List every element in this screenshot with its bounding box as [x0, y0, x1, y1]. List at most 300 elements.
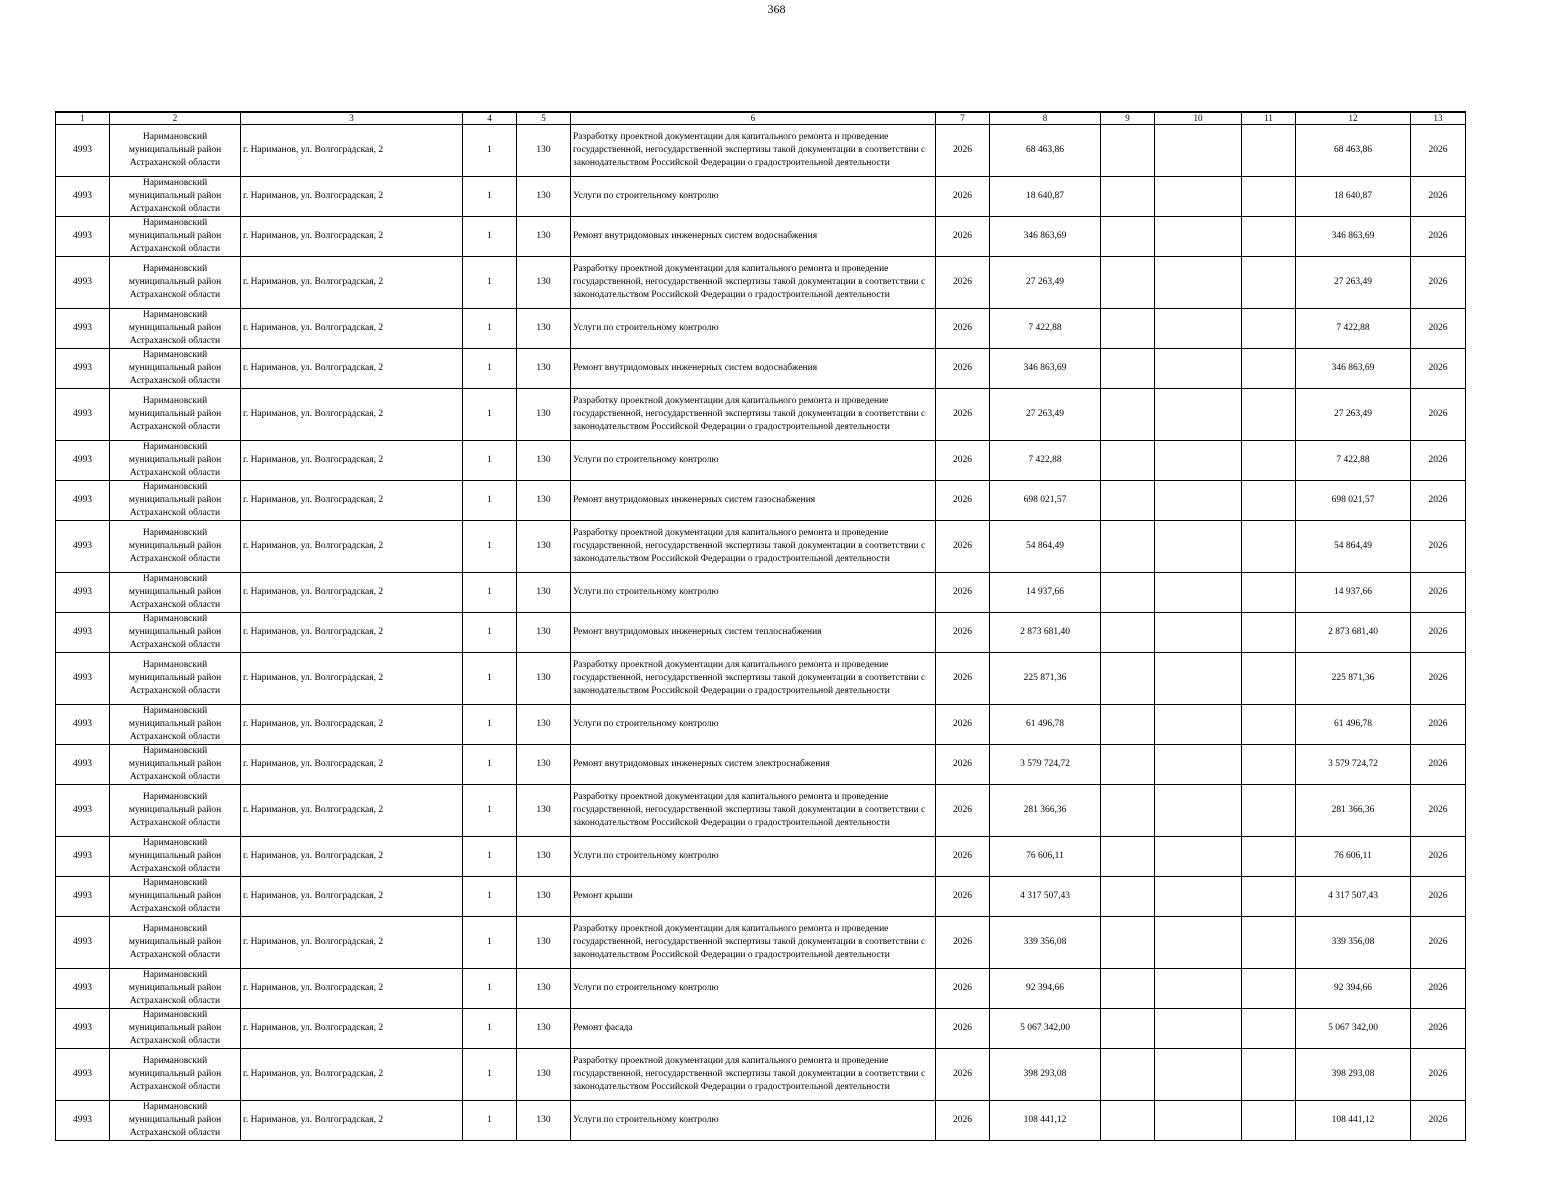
- cell-total: 698 021,57: [1296, 481, 1411, 521]
- cell-municipality: Наримановский муниципальный район Астраханской области: [110, 481, 241, 521]
- cell-col-5: 130: [517, 705, 571, 745]
- cell-amount: 76 606,11: [990, 837, 1101, 877]
- cell-address: г. Нариманов, ул. Волгоградская, 2: [241, 217, 463, 257]
- cell-completion-year: 2026: [1411, 349, 1466, 389]
- cell-col-4: 1: [463, 917, 517, 969]
- cell-col-11: [1242, 217, 1296, 257]
- cell-col-4: 1: [463, 217, 517, 257]
- cell-total: 7 422,88: [1296, 441, 1411, 481]
- cell-col-10: [1155, 217, 1242, 257]
- cell-object-number: 4993: [56, 969, 110, 1009]
- cell-col-11: [1242, 785, 1296, 837]
- table-row: [56, 653, 1466, 705]
- cell-municipality: Наримановский муниципальный район Астраханской области: [110, 177, 241, 217]
- cell-municipality: Наримановский муниципальный район Астраханской области: [110, 705, 241, 745]
- cell-year: 2026: [936, 613, 990, 653]
- cell-address: г. Нариманов, ул. Волгоградская, 2: [241, 125, 463, 177]
- cell-object-number: 4993: [56, 917, 110, 969]
- cell-col-11: [1242, 177, 1296, 217]
- cell-col-10: [1155, 177, 1242, 217]
- cell-work-type: Ремонт фасада: [571, 1009, 936, 1049]
- cell-amount: 7 422,88: [990, 309, 1101, 349]
- cell-col-10: [1155, 1009, 1242, 1049]
- column-header: 4: [463, 112, 517, 125]
- cell-address: г. Нариманов, ул. Волгоградская, 2: [241, 481, 463, 521]
- cell-total: 76 606,11: [1296, 837, 1411, 877]
- cell-col-10: [1155, 613, 1242, 653]
- cell-col-11: [1242, 705, 1296, 745]
- table-row: [56, 1101, 1466, 1141]
- cell-col-4: 1: [463, 389, 517, 441]
- cell-col-9: [1101, 573, 1155, 613]
- table-row: [56, 1049, 1466, 1101]
- cell-col-11: [1242, 1049, 1296, 1101]
- cell-col-9: [1101, 1049, 1155, 1101]
- cell-object-number: 4993: [56, 389, 110, 441]
- cell-amount: 398 293,08: [990, 1049, 1101, 1101]
- cell-year: 2026: [936, 481, 990, 521]
- cell-col-11: [1242, 1101, 1296, 1141]
- cell-col-4: 1: [463, 1009, 517, 1049]
- cell-completion-year: 2026: [1411, 521, 1466, 573]
- cell-municipality: Наримановский муниципальный район Астраханской области: [110, 521, 241, 573]
- cell-total: 4 317 507,43: [1296, 877, 1411, 917]
- cell-total: 2 873 681,40: [1296, 613, 1411, 653]
- cell-col-4: 1: [463, 613, 517, 653]
- cell-completion-year: 2026: [1411, 125, 1466, 177]
- cell-col-4: 1: [463, 441, 517, 481]
- cell-col-4: 1: [463, 125, 517, 177]
- cell-completion-year: 2026: [1411, 877, 1466, 917]
- cell-col-10: [1155, 309, 1242, 349]
- cell-work-type: Ремонт крыши: [571, 877, 936, 917]
- cell-address: г. Нариманов, ул. Волгоградская, 2: [241, 177, 463, 217]
- table-row: [56, 745, 1466, 785]
- cell-municipality: Наримановский муниципальный район Астраханской области: [110, 917, 241, 969]
- cell-col-4: 1: [463, 481, 517, 521]
- cell-col-5: 130: [517, 389, 571, 441]
- cell-object-number: 4993: [56, 1009, 110, 1049]
- cell-col-11: [1242, 1009, 1296, 1049]
- cell-year: 2026: [936, 837, 990, 877]
- cell-col-5: 130: [517, 837, 571, 877]
- cell-col-4: 1: [463, 573, 517, 613]
- cell-amount: 27 263,49: [990, 257, 1101, 309]
- cell-object-number: 4993: [56, 217, 110, 257]
- cell-municipality: Наримановский муниципальный район Астраханской области: [110, 1049, 241, 1101]
- cell-completion-year: 2026: [1411, 613, 1466, 653]
- cell-col-10: [1155, 481, 1242, 521]
- cell-col-9: [1101, 917, 1155, 969]
- cell-address: г. Нариманов, ул. Волгоградская, 2: [241, 521, 463, 573]
- cell-col-5: 130: [517, 257, 571, 309]
- cell-col-10: [1155, 653, 1242, 705]
- cell-year: 2026: [936, 877, 990, 917]
- cell-col-5: 130: [517, 613, 571, 653]
- cell-address: г. Нариманов, ул. Волгоградская, 2: [241, 877, 463, 917]
- cell-object-number: 4993: [56, 785, 110, 837]
- cell-col-11: [1242, 521, 1296, 573]
- cell-year: 2026: [936, 349, 990, 389]
- cell-col-10: [1155, 917, 1242, 969]
- table-row: [56, 349, 1466, 389]
- cell-col-9: [1101, 177, 1155, 217]
- cell-total: 398 293,08: [1296, 1049, 1411, 1101]
- cell-year: 2026: [936, 785, 990, 837]
- capital-repair-table: [55, 111, 1466, 1141]
- cell-total: 339 356,08: [1296, 917, 1411, 969]
- cell-municipality: Наримановский муниципальный район Астраханской области: [110, 441, 241, 481]
- cell-year: 2026: [936, 217, 990, 257]
- cell-municipality: Наримановский муниципальный район Астраханской области: [110, 573, 241, 613]
- cell-work-type: Ремонт внутридомовых инженерных систем электроснабжения: [571, 745, 936, 785]
- cell-address: г. Нариманов, ул. Волгоградская, 2: [241, 389, 463, 441]
- cell-year: 2026: [936, 917, 990, 969]
- table-row: [56, 217, 1466, 257]
- column-header: 6: [571, 112, 936, 125]
- cell-col-9: [1101, 877, 1155, 917]
- cell-total: 14 937,66: [1296, 573, 1411, 613]
- cell-year: 2026: [936, 441, 990, 481]
- column-header: 13: [1411, 112, 1466, 125]
- cell-col-5: 130: [517, 1101, 571, 1141]
- cell-total: 7 422,88: [1296, 309, 1411, 349]
- cell-col-11: [1242, 969, 1296, 1009]
- cell-work-type: Услуги по строительному контролю: [571, 309, 936, 349]
- cell-total: 61 496,78: [1296, 705, 1411, 745]
- cell-work-type: Разработку проектной документации для капитального ремонта и проведение государственной, негосударственной экспертизы такой документации в соответствии с законодательством Российской Федерации о градостроительной деятельности: [571, 785, 936, 837]
- cell-completion-year: 2026: [1411, 177, 1466, 217]
- cell-col-11: [1242, 349, 1296, 389]
- cell-amount: 4 317 507,43: [990, 877, 1101, 917]
- cell-object-number: 4993: [56, 1101, 110, 1141]
- cell-completion-year: 2026: [1411, 653, 1466, 705]
- table-row: [56, 785, 1466, 837]
- cell-completion-year: 2026: [1411, 573, 1466, 613]
- cell-address: г. Нариманов, ул. Волгоградская, 2: [241, 573, 463, 613]
- column-header: 5: [517, 112, 571, 125]
- cell-year: 2026: [936, 1049, 990, 1101]
- cell-address: г. Нариманов, ул. Волгоградская, 2: [241, 441, 463, 481]
- cell-object-number: 4993: [56, 481, 110, 521]
- cell-year: 2026: [936, 257, 990, 309]
- cell-year: 2026: [936, 969, 990, 1009]
- cell-col-11: [1242, 877, 1296, 917]
- cell-amount: 61 496,78: [990, 705, 1101, 745]
- cell-amount: 3 579 724,72: [990, 745, 1101, 785]
- cell-col-10: [1155, 521, 1242, 573]
- cell-col-11: [1242, 481, 1296, 521]
- cell-municipality: Наримановский муниципальный район Астраханской области: [110, 389, 241, 441]
- cell-col-4: 1: [463, 877, 517, 917]
- cell-amount: 54 864,49: [990, 521, 1101, 573]
- cell-work-type: Ремонт внутридомовых инженерных систем водоснабжения: [571, 349, 936, 389]
- cell-amount: 225 871,36: [990, 653, 1101, 705]
- cell-col-4: 1: [463, 785, 517, 837]
- table-row: [56, 177, 1466, 217]
- cell-address: г. Нариманов, ул. Волгоградская, 2: [241, 917, 463, 969]
- cell-municipality: Наримановский муниципальный район Астраханской области: [110, 257, 241, 309]
- cell-address: г. Нариманов, ул. Волгоградская, 2: [241, 1049, 463, 1101]
- table-row: [56, 309, 1466, 349]
- cell-address: г. Нариманов, ул. Волгоградская, 2: [241, 349, 463, 389]
- cell-address: г. Нариманов, ул. Волгоградская, 2: [241, 837, 463, 877]
- cell-amount: 108 441,12: [990, 1101, 1101, 1141]
- cell-amount: 5 067 342,00: [990, 1009, 1101, 1049]
- cell-municipality: Наримановский муниципальный район Астраханской области: [110, 125, 241, 177]
- cell-municipality: Наримановский муниципальный район Астраханской области: [110, 785, 241, 837]
- page-number: 368: [767, 2, 786, 16]
- cell-col-9: [1101, 441, 1155, 481]
- cell-total: 3 579 724,72: [1296, 745, 1411, 785]
- cell-col-11: [1242, 917, 1296, 969]
- table-body: [56, 125, 1466, 1141]
- cell-year: 2026: [936, 177, 990, 217]
- cell-col-9: [1101, 613, 1155, 653]
- table-row: [56, 573, 1466, 613]
- table-row: [56, 441, 1466, 481]
- table-row: [56, 917, 1466, 969]
- cell-col-5: 130: [517, 441, 571, 481]
- cell-completion-year: 2026: [1411, 389, 1466, 441]
- cell-object-number: 4993: [56, 441, 110, 481]
- table-row: [56, 877, 1466, 917]
- cell-amount: 698 021,57: [990, 481, 1101, 521]
- cell-completion-year: 2026: [1411, 309, 1466, 349]
- cell-completion-year: 2026: [1411, 1101, 1466, 1141]
- cell-work-type: Услуги по строительному контролю: [571, 441, 936, 481]
- cell-amount: 7 422,88: [990, 441, 1101, 481]
- cell-amount: 27 263,49: [990, 389, 1101, 441]
- cell-col-5: 130: [517, 521, 571, 573]
- table-row: [56, 125, 1466, 177]
- cell-col-10: [1155, 1101, 1242, 1141]
- cell-municipality: Наримановский муниципальный район Астраханской области: [110, 217, 241, 257]
- cell-col-9: [1101, 785, 1155, 837]
- cell-object-number: 4993: [56, 257, 110, 309]
- cell-total: 27 263,49: [1296, 389, 1411, 441]
- cell-col-11: [1242, 653, 1296, 705]
- cell-col-10: [1155, 877, 1242, 917]
- cell-completion-year: 2026: [1411, 1049, 1466, 1101]
- cell-col-5: 130: [517, 125, 571, 177]
- cell-object-number: 4993: [56, 653, 110, 705]
- cell-object-number: 4993: [56, 309, 110, 349]
- cell-total: 281 366,36: [1296, 785, 1411, 837]
- cell-address: г. Нариманов, ул. Волгоградская, 2: [241, 969, 463, 1009]
- cell-col-10: [1155, 125, 1242, 177]
- cell-object-number: 4993: [56, 521, 110, 573]
- cell-work-type: Разработку проектной документации для капитального ремонта и проведение государственной, негосударственной экспертизы такой документации в соответствии с законодательством Российской Федерации о градостроительной деятельности: [571, 521, 936, 573]
- cell-amount: 339 356,08: [990, 917, 1101, 969]
- cell-col-4: 1: [463, 309, 517, 349]
- cell-total: 5 067 342,00: [1296, 1009, 1411, 1049]
- cell-year: 2026: [936, 653, 990, 705]
- cell-total: 68 463,86: [1296, 125, 1411, 177]
- cell-municipality: Наримановский муниципальный район Астраханской области: [110, 653, 241, 705]
- table-row: [56, 481, 1466, 521]
- cell-object-number: 4993: [56, 837, 110, 877]
- cell-col-10: [1155, 1049, 1242, 1101]
- cell-work-type: Разработку проектной документации для капитального ремонта и проведение государственной, негосударственной экспертизы такой документации в соответствии с законодательством Российской Федерации о градостроительной деятельности: [571, 125, 936, 177]
- cell-total: 346 863,69: [1296, 217, 1411, 257]
- cell-work-type: Услуги по строительному контролю: [571, 837, 936, 877]
- cell-work-type: Ремонт внутридомовых инженерных систем теплоснабжения: [571, 613, 936, 653]
- cell-object-number: 4993: [56, 705, 110, 745]
- cell-amount: 68 463,86: [990, 125, 1101, 177]
- cell-col-9: [1101, 969, 1155, 1009]
- cell-col-4: 1: [463, 521, 517, 573]
- cell-total: 108 441,12: [1296, 1101, 1411, 1141]
- table-row: [56, 613, 1466, 653]
- cell-municipality: Наримановский муниципальный район Астраханской области: [110, 309, 241, 349]
- column-header: 7: [936, 112, 990, 125]
- cell-amount: 346 863,69: [990, 217, 1101, 257]
- cell-col-5: 130: [517, 745, 571, 785]
- cell-col-10: [1155, 705, 1242, 745]
- cell-col-11: [1242, 573, 1296, 613]
- cell-col-9: [1101, 837, 1155, 877]
- cell-municipality: Наримановский муниципальный район Астраханской области: [110, 1009, 241, 1049]
- cell-col-4: 1: [463, 1049, 517, 1101]
- cell-col-5: 130: [517, 309, 571, 349]
- cell-col-9: [1101, 1101, 1155, 1141]
- cell-year: 2026: [936, 389, 990, 441]
- cell-year: 2026: [936, 573, 990, 613]
- cell-amount: 18 640,87: [990, 177, 1101, 217]
- cell-amount: 92 394,66: [990, 969, 1101, 1009]
- cell-col-4: 1: [463, 177, 517, 217]
- cell-col-11: [1242, 257, 1296, 309]
- cell-col-5: 130: [517, 217, 571, 257]
- column-header: 11: [1242, 112, 1296, 125]
- cell-completion-year: 2026: [1411, 1009, 1466, 1049]
- cell-work-type: Ремонт внутридомовых инженерных систем газоснабжения: [571, 481, 936, 521]
- cell-year: 2026: [936, 521, 990, 573]
- cell-col-9: [1101, 745, 1155, 785]
- cell-amount: 281 366,36: [990, 785, 1101, 837]
- cell-work-type: Услуги по строительному контролю: [571, 177, 936, 217]
- cell-year: 2026: [936, 1009, 990, 1049]
- cell-col-11: [1242, 613, 1296, 653]
- cell-address: г. Нариманов, ул. Волгоградская, 2: [241, 653, 463, 705]
- column-header: 3: [241, 112, 463, 125]
- cell-work-type: Разработку проектной документации для капитального ремонта и проведение государственной, негосударственной экспертизы такой документации в соответствии с законодательством Российской Федерации о градостроительной деятельности: [571, 653, 936, 705]
- cell-work-type: Разработку проектной документации для капитального ремонта и проведение государственной, негосударственной экспертизы такой документации в соответствии с законодательством Российской Федерации о градостроительной деятельности: [571, 1049, 936, 1101]
- cell-address: г. Нариманов, ул. Волгоградская, 2: [241, 309, 463, 349]
- table-row: [56, 1009, 1466, 1049]
- cell-col-10: [1155, 785, 1242, 837]
- cell-year: 2026: [936, 125, 990, 177]
- table-row: [56, 257, 1466, 309]
- cell-col-5: 130: [517, 349, 571, 389]
- cell-col-5: 130: [517, 481, 571, 521]
- cell-work-type: Услуги по строительному контролю: [571, 573, 936, 613]
- cell-col-10: [1155, 745, 1242, 785]
- cell-col-11: [1242, 125, 1296, 177]
- cell-work-type: Ремонт внутридомовых инженерных систем водоснабжения: [571, 217, 936, 257]
- cell-object-number: 4993: [56, 573, 110, 613]
- cell-col-11: [1242, 309, 1296, 349]
- cell-address: г. Нариманов, ул. Волгоградская, 2: [241, 785, 463, 837]
- cell-address: г. Нариманов, ул. Волгоградская, 2: [241, 613, 463, 653]
- cell-col-5: 130: [517, 1049, 571, 1101]
- cell-amount: 2 873 681,40: [990, 613, 1101, 653]
- cell-total: 225 871,36: [1296, 653, 1411, 705]
- cell-amount: 346 863,69: [990, 349, 1101, 389]
- cell-municipality: Наримановский муниципальный район Астраханской области: [110, 745, 241, 785]
- column-header: 1: [56, 112, 110, 125]
- cell-col-10: [1155, 257, 1242, 309]
- cell-year: 2026: [936, 705, 990, 745]
- cell-col-9: [1101, 521, 1155, 573]
- cell-col-5: 130: [517, 1009, 571, 1049]
- cell-col-10: [1155, 441, 1242, 481]
- cell-col-9: [1101, 125, 1155, 177]
- cell-completion-year: 2026: [1411, 745, 1466, 785]
- cell-completion-year: 2026: [1411, 785, 1466, 837]
- cell-amount: 14 937,66: [990, 573, 1101, 613]
- cell-total: 92 394,66: [1296, 969, 1411, 1009]
- cell-col-10: [1155, 389, 1242, 441]
- cell-col-4: 1: [463, 837, 517, 877]
- cell-col-9: [1101, 257, 1155, 309]
- cell-work-type: Разработку проектной документации для капитального ремонта и проведение государственной, негосударственной экспертизы такой документации в соответствии с законодательством Российской Федерации о градостроительной деятельности: [571, 917, 936, 969]
- cell-municipality: Наримановский муниципальный район Астраханской области: [110, 837, 241, 877]
- table-row: [56, 837, 1466, 877]
- cell-completion-year: 2026: [1411, 441, 1466, 481]
- cell-municipality: Наримановский муниципальный район Астраханской области: [110, 613, 241, 653]
- cell-col-4: 1: [463, 969, 517, 1009]
- column-header: 2: [110, 112, 241, 125]
- cell-total: 346 863,69: [1296, 349, 1411, 389]
- cell-total: 18 640,87: [1296, 177, 1411, 217]
- cell-col-11: [1242, 745, 1296, 785]
- cell-object-number: 4993: [56, 1049, 110, 1101]
- cell-municipality: Наримановский муниципальный район Астраханской области: [110, 349, 241, 389]
- cell-address: г. Нариманов, ул. Волгоградская, 2: [241, 1101, 463, 1141]
- cell-col-11: [1242, 389, 1296, 441]
- cell-year: 2026: [936, 745, 990, 785]
- cell-work-type: Разработку проектной документации для капитального ремонта и проведение государственной, негосударственной экспертизы такой документации в соответствии с законодательством Российской Федерации о градостроительной деятельности: [571, 389, 936, 441]
- cell-col-9: [1101, 349, 1155, 389]
- cell-col-5: 130: [517, 877, 571, 917]
- cell-completion-year: 2026: [1411, 705, 1466, 745]
- cell-col-9: [1101, 1009, 1155, 1049]
- cell-col-5: 130: [517, 785, 571, 837]
- cell-col-5: 130: [517, 969, 571, 1009]
- cell-municipality: Наримановский муниципальный район Астраханской области: [110, 969, 241, 1009]
- cell-object-number: 4993: [56, 125, 110, 177]
- cell-col-9: [1101, 309, 1155, 349]
- cell-year: 2026: [936, 1101, 990, 1141]
- cell-col-4: 1: [463, 705, 517, 745]
- cell-total: 54 864,49: [1296, 521, 1411, 573]
- cell-municipality: Наримановский муниципальный район Астраханской области: [110, 1101, 241, 1141]
- cell-col-11: [1242, 441, 1296, 481]
- cell-col-4: 1: [463, 653, 517, 705]
- cell-col-9: [1101, 389, 1155, 441]
- cell-completion-year: 2026: [1411, 837, 1466, 877]
- cell-object-number: 4993: [56, 177, 110, 217]
- cell-col-10: [1155, 837, 1242, 877]
- cell-col-10: [1155, 969, 1242, 1009]
- cell-object-number: 4993: [56, 877, 110, 917]
- column-header: 8: [990, 112, 1101, 125]
- cell-col-5: 130: [517, 917, 571, 969]
- cell-col-9: [1101, 705, 1155, 745]
- cell-col-5: 130: [517, 653, 571, 705]
